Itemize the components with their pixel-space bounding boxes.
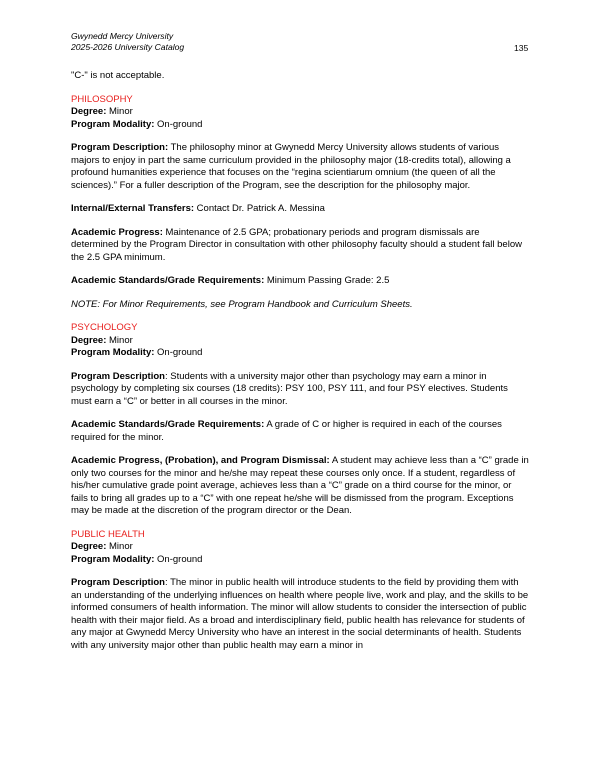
modality-label: Program Modality: [71, 553, 155, 565]
degree-value: Minor [109, 106, 133, 117]
degree-label: Degree: [71, 106, 107, 117]
public-health-modality [71, 554, 529, 567]
philosophy-description [71, 142, 529, 192]
degree-value: Minor [109, 541, 133, 552]
modality-value: On-ground [157, 553, 203, 565]
progress-label: Academic Progress, (Probation), and Program Dismissal: [71, 455, 330, 466]
progress-text: Maintenance of 2.5 GPA; probationary periods and program dismissals are determined by the Program Director in consultation with other philosophy faculty should a student fall below the 2.5 GPA minimum. [71, 226, 522, 263]
progress-text: A student may achieve less than a “C” grade in only two courses for the minor and he/she may repeat these courses only once. If a student, regardless of his/her cumulative grade point average, achieves less than a “C” grade on a third course for the minor, or fails to bring all grades up to a “C” with one repeat he/she will be dismissed from the program. Exceptions may be made at the discretion of the program director or the Dean. [71, 455, 529, 516]
description-text: : Students with a university major other than psychology may earn a minor in psychology by completing six courses (18 credits): PSY 100, PSY 111, and four PSY electives. Students must earn a “C” or better in all courses in the minor. [71, 370, 508, 407]
degree-label: Degree: [71, 334, 107, 346]
modality-value: On-ground [157, 347, 203, 358]
philosophy-degree [71, 106, 529, 119]
psychology-progress [71, 455, 529, 518]
philosophy-transfers [71, 203, 529, 216]
degree-label: Degree: [71, 541, 107, 552]
psychology-standards [71, 419, 529, 444]
page-number: 135 [514, 43, 529, 53]
header-university: Gwynedd Mercy University [71, 31, 174, 41]
description-label: Program Description: [71, 142, 169, 153]
running-header [71, 31, 184, 52]
progress-label: Academic Progress: [71, 226, 163, 238]
modality-label: Program Modality: [71, 118, 155, 130]
page-body [71, 70, 529, 663]
philosophy-note: NOTE: For Minor Requirements, see Program Handbook and Curriculum Sheets. [71, 298, 413, 310]
description-text: The philosophy minor at Gwynedd Mercy University allows students of various majors to enjoy in part the same curriculum provided in the philosophy major (18-credits total), allowing a profound humanities experience that focuses on the “regina scientiarum omnium (the queen of all the sciences).” For a fuller description of the Program, see the description for the philosophy major. [71, 142, 511, 191]
psychology-degree [71, 335, 529, 348]
description-text: : The minor in public health will introduce students to the field by providing them with an understanding of the underlying influences on health where people live, work and play, and the skills to be informed consumers of health information. The minor will allow students to consider the intersection of public health with their major field. As a broad and interdisciplinary field, public health has relevance for students of any major at Gwynedd Mercy University who have an interest in the social determinants of health. Students with any university major other than public health may earn a minor in [71, 577, 529, 651]
philosophy-progress [71, 227, 529, 265]
description-label: Program Description [71, 370, 165, 382]
public-health-degree [71, 541, 529, 554]
public-health-heading: PUBLIC HEALTH [71, 528, 145, 540]
standards-text: A grade of C or higher is required in each of the courses required for the minor. [71, 419, 502, 443]
intro-line: "C-" is not acceptable. [71, 70, 165, 81]
standards-label: Academic Standards/Grade Requirements: [71, 275, 265, 286]
degree-value: Minor [109, 334, 133, 346]
standards-label: Academic Standards/Grade Requirements: [71, 419, 265, 430]
description-label: Program Description [71, 577, 165, 588]
philosophy-modality [71, 119, 529, 132]
psychology-heading: PSYCHOLOGY [71, 322, 138, 333]
standards-text: Minimum Passing Grade: 2.5 [266, 275, 390, 286]
psychology-description [71, 371, 529, 409]
philosophy-standards [71, 275, 529, 288]
modality-label: Program Modality: [71, 347, 155, 358]
psychology-modality [71, 347, 529, 360]
transfers-label: Internal/External Transfers: [71, 203, 195, 214]
transfers-text: Contact Dr. Patrick A. Messina [196, 203, 325, 214]
public-health-description [71, 577, 529, 652]
header-catalog: 2025-2026 University Catalog [71, 41, 185, 52]
philosophy-heading: PHILOSOPHY [71, 93, 133, 105]
modality-value: On-ground [157, 118, 203, 130]
